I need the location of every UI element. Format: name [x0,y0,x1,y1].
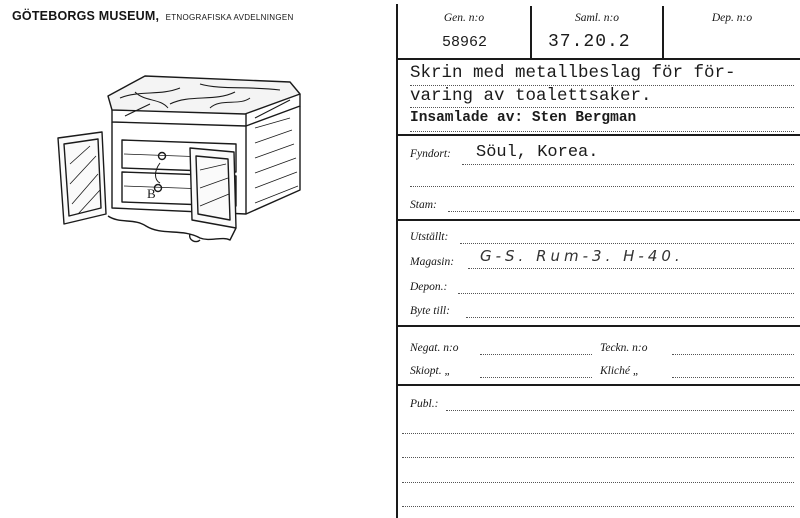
fyndort-label: Fyndort: [410,148,451,160]
stam-label: Stam: [410,199,437,211]
svg-text:B: B [147,186,156,201]
dotted-line [462,164,794,165]
section-rule [398,134,800,136]
object-illustration [50,68,310,248]
object-description-line1: Skrin med metallbeslag för för- [410,63,736,83]
department-name: ETNOGRAFISKA AVDELNINGEN [165,13,294,22]
utstallt-label: Utställt: [410,231,449,243]
dotted-line [402,457,794,458]
header-rule [398,58,800,60]
section-rule [398,384,800,386]
byte-till-label: Byte till: [410,305,450,317]
dotted-line [402,482,794,483]
catalogue-card [396,0,800,518]
dotted-line [458,293,794,294]
object-description-line2: varing av toalettsaker. [410,86,652,106]
kliche-label: Kliché „ [600,365,640,377]
dotted-line [672,377,794,378]
dotted-line [672,354,794,355]
teckn-label: Teckn. n:o [600,342,648,354]
magasin-label: Magasin: [410,256,455,268]
dep-label: Dep. n:o [711,12,753,24]
fyndort-value: Söul, Korea. [476,143,599,162]
collected-by: Insamlade av: Sten Bergman [410,110,637,126]
dotted-line [448,211,794,212]
dotted-line [480,377,592,378]
dotted-line [410,107,794,108]
saml-label: Saml. n:o [574,12,620,24]
gen-number: 58962 [442,34,488,51]
dotted-line [460,243,794,244]
depon-label: Depon.: [410,281,448,293]
dotted-line [468,268,794,269]
publ-label: Publ.: [410,398,439,410]
dotted-line [402,506,794,507]
dotted-line [410,186,794,187]
dotted-line [480,354,592,355]
dotted-line [410,131,794,132]
museum-header [12,7,294,25]
skiopt-label: Skiopt. „ [410,365,451,377]
section-rule [398,219,800,221]
gen-label: Gen. n:o [443,12,485,24]
negat-label: Negat. n:o [410,342,459,354]
museum-name: GÖTEBORGS MUSEUM, [12,9,160,23]
magasin-value: G-S. Rum-3. H-40. [480,247,684,265]
dotted-line [466,317,794,318]
card-left-border [396,4,398,518]
dotted-line [402,433,794,434]
dotted-line [446,410,794,411]
saml-number: 37.20.2 [548,32,631,52]
section-rule [398,325,800,327]
